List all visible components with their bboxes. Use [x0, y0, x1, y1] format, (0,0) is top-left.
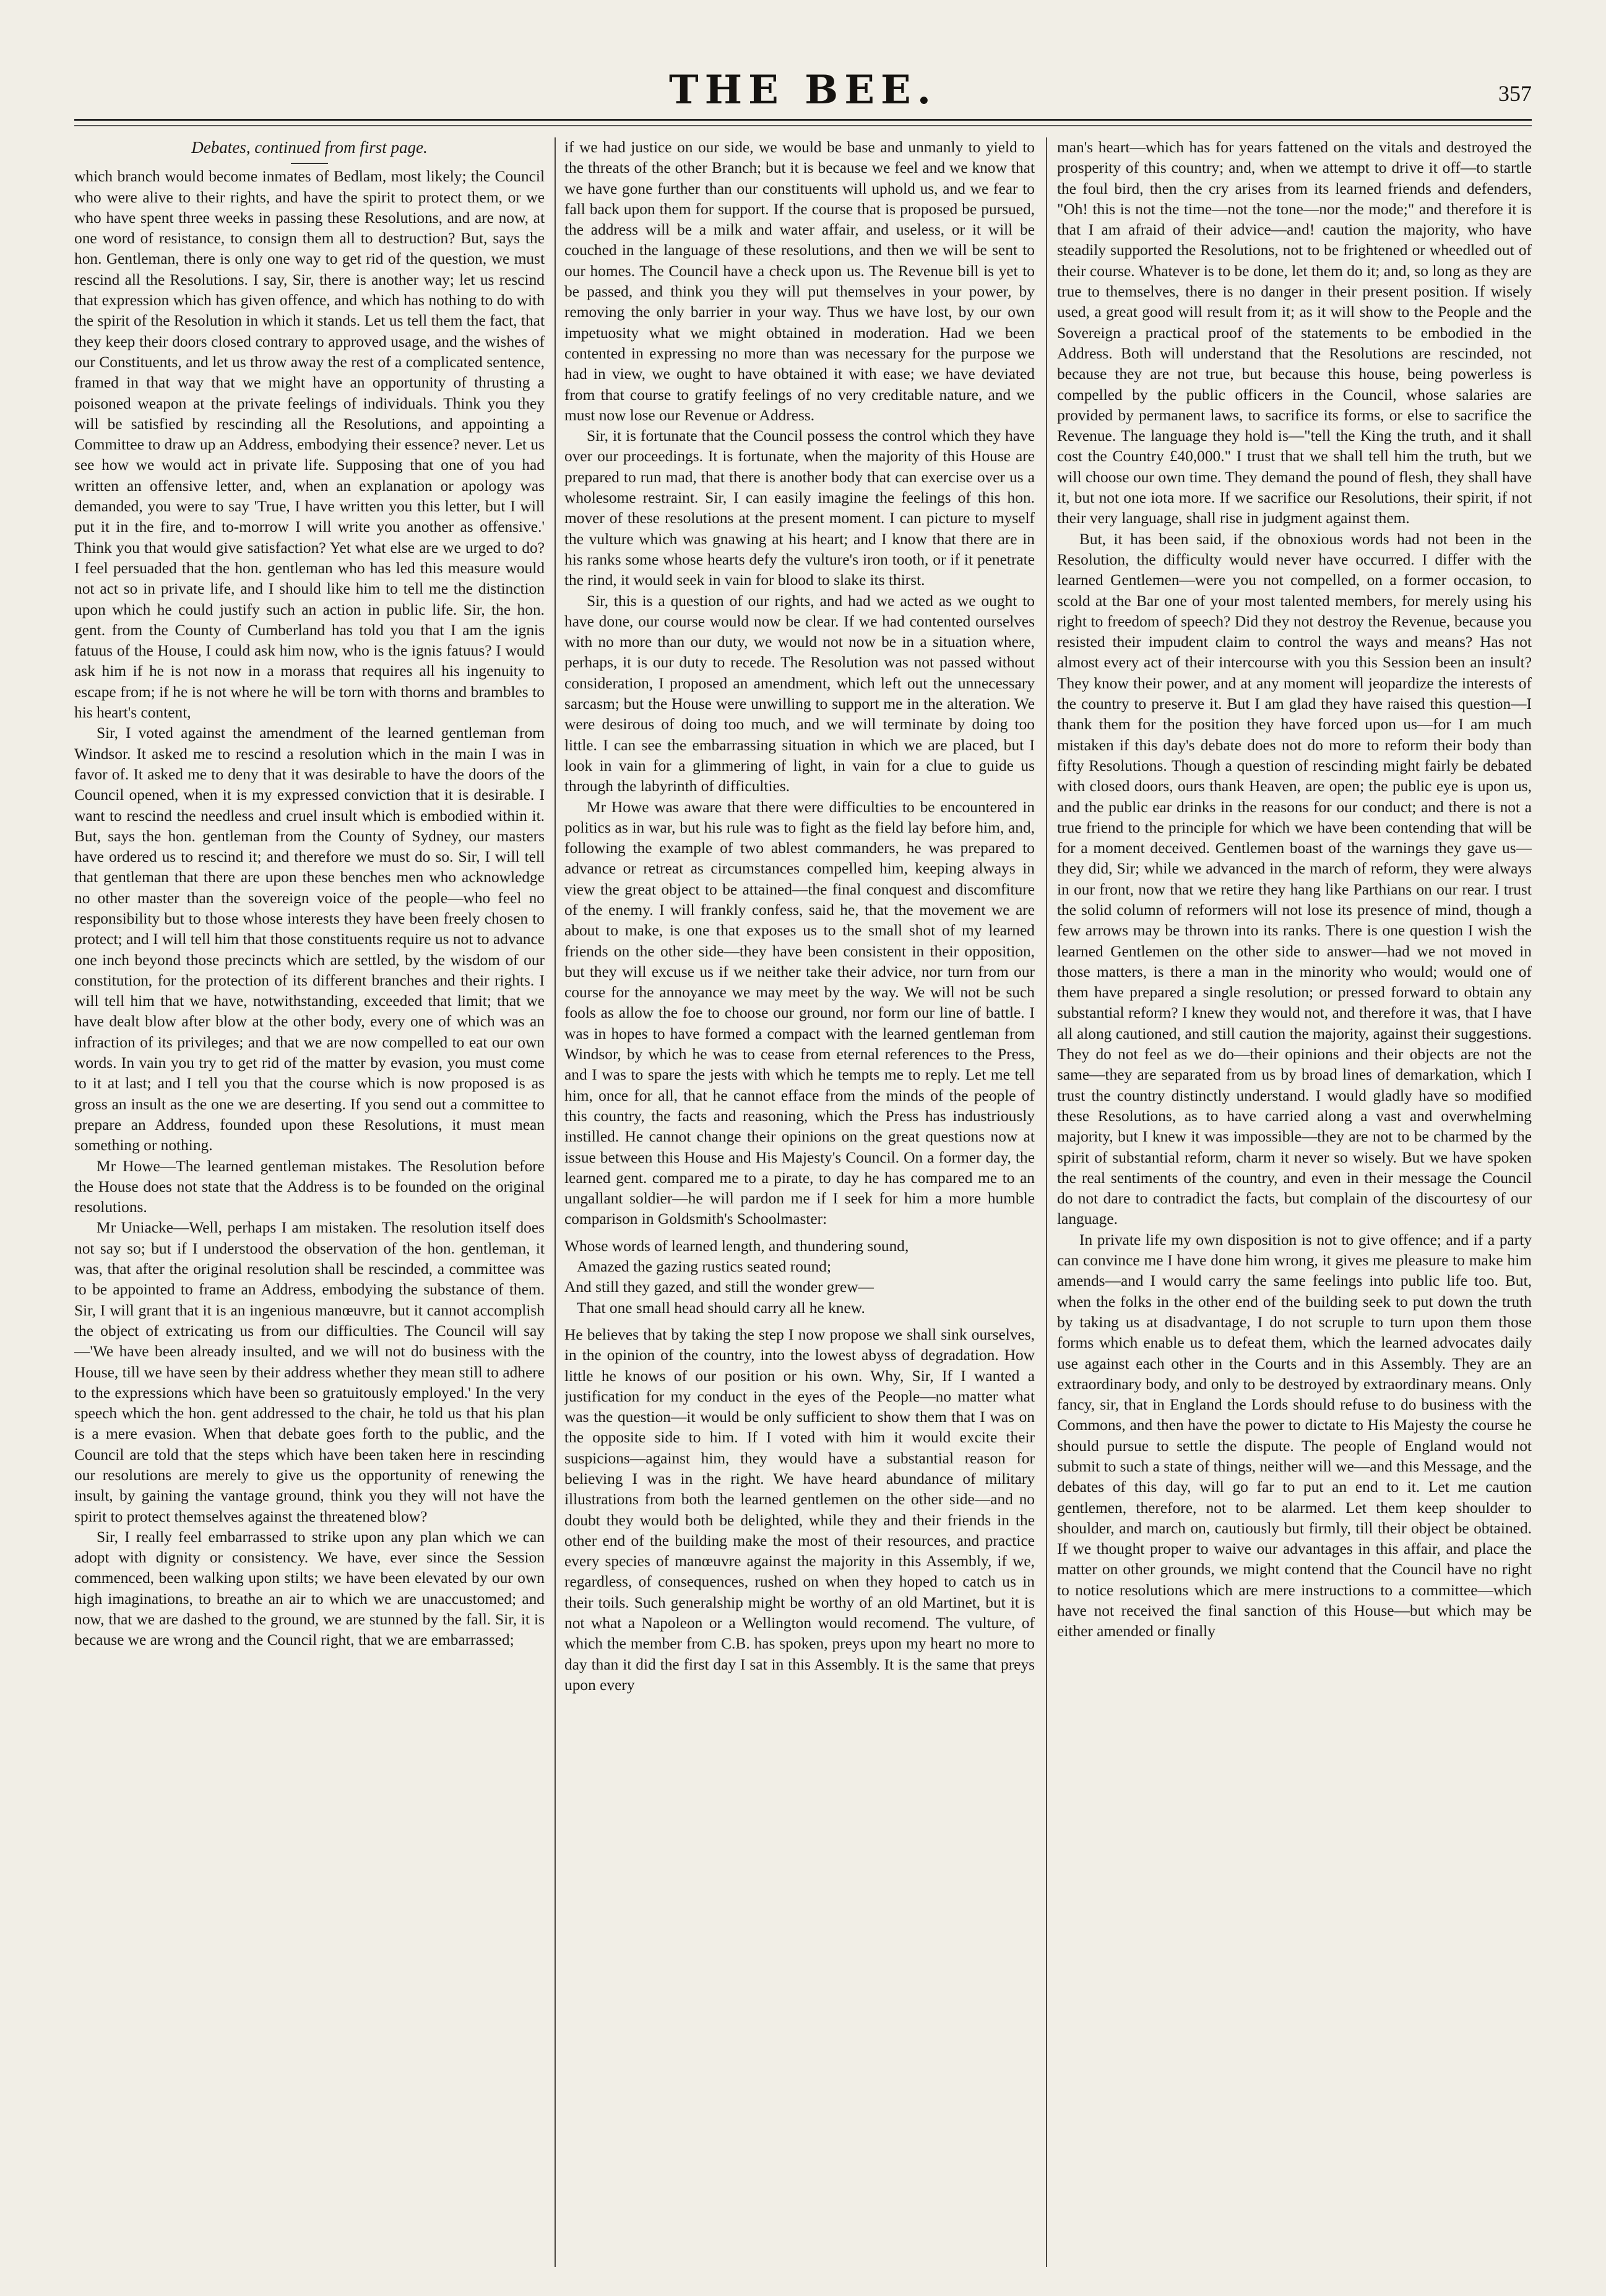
- column-1: [74, 137, 545, 2267]
- verse-line: That one small head should carry all he knew.: [577, 1299, 865, 1317]
- masthead-rule-thin: [74, 125, 1532, 126]
- paragraph: which branch would become inmates of Bedlam, most likely; the Council who were alive to their rights, and have the spirit to protect them, or we who have spent three weeks in passing these Resolutions, and are now, at one word of resistance, to consign them all to destruction? But, says the hon. Gentleman, there is only one way to get rid of the question, we must rescind all the Resolutions. I say, Sir, there is another way; let us rescind that expression which has given offence, and which has nothing to do with the spirit of the Resolution in which it stands. Let us tell them the fact, that they keep their doors closed contrary to approved usage, and the wishes of our Constituents, and let us throw away the rest of a complicated sentence, framed in that way that we might have an opportunity of thrusting a poisoned weapon at the private feelings of individuals. Think you they will be satisfied by rescinding all the Resolutions, and appointing a Committee to draw up an Address, embodying their essence? never. Let us see how we would act in private life. Supposing that one of you had written an offensive letter, and, when an explanation or apology was demanded, you were to say 'True, I have written you this letter, but I will put it in the fire, and to-morrow I will write you another as offensive.' Think you that would give satisfaction? Yet what else are we urged to do? I feel persuaded that the hon. gentleman who has led this measure would not act so in private life, and I should like him to tell me the distinction upon which he could justify such an action in public life. Sir, the hon. gent. from the County of Cumberland has told you that I am the ignis fatuus of the House, I could ask him now, who is the ignis fatuus? I would ask him if he is not now in a morass that requires all his ingenuity to escape from; if he is not where he will be torn with thorns and brambles to his heart's content,: [74, 168, 545, 722]
- masthead: [74, 62, 1532, 118]
- paragraph: Mr Howe was aware that there were difficulties to be encountered in politics as in war, but his rule was to fight as the field lay before him, and, following the example of two ablest commanders, he was prepared to advance or retreat as circumstances compelled him, keeping always in view the great object to be attained—the final conquest and discomfiture of the enemy. I will frankly confess, said he, that the movement we are about to make, is one that exposes us to the small shot of my learned friends on the other side—they have been consistent in their opposition, but they will excuse us if we neither take their advice, nor turn from our course for the annoyance we may meet by the way. We will not be such fools as allow the foe to choose our ground, nor form our line of battle. I was in hopes to have formed a compact with the learned gentleman from Windsor, by which he was to cease from eternal references to the Press, and I was to spare the jests with which he tempts me to reply. Let me tell him, once for all, that he cannot efface from the minds of the people of this country, the facts and reasoning, which the Press has industriously instilled. He cannot change their opinions on the great questions now at issue between this House and His Majesty's Council. On a former day, the learned gent. compared me to a pirate, to day he has compared me to an ungallant soldier—he will pardon me if I seek for him a more humble comparison in Goldsmith's Schoolmaster:: [564, 798, 1035, 1228]
- paragraph: In private life my own disposition is not to give offence; and if a party can convince me I have done him wrong, it gives me pleasure to make him amends—and I would carry the same feelings into public life too. But, when the folks in the other end of the building seek to put down the truth by taking us at disadvantage, I do not scruple to turn upon them those forms which enable us to defeat them, which the learned advocates daily use against each other in the Courts and in this Assembly. They are an extraordinary body, and only to be destroyed by extraordinary means. Only fancy, sir, that in England the Lords should refuse to do business with the Commons, and then have the power to dictate to His Majesty the course he should pursue to settle the dispute. The people of England would not submit to such a state of things, neither will we—and this Message, and the debates of this day, will go far to put an end to it. Let me caution gentlemen, therefore, not to be alarmed. Let them keep shoulder to shoulder, and march on, cautiously but firmly, till their object be obtained. If we thought proper to waive our advantages in this affair, and place the matter on other grounds, we might contend that the Council have no right to notice resolutions which are mere instructions to a committee—which have not received the final sanction of this House—but which may be either amended or finally: [1057, 1231, 1532, 1640]
- page-number: 357: [1498, 81, 1532, 106]
- column-divider: [1046, 137, 1047, 2267]
- masthead-rule: [74, 119, 1532, 121]
- paragraph: Mr Uniacke—Well, perhaps I am mistaken. The resolution itself does not say so; but if I understood the observation of the hon. gentleman, it was, that after the original resolution shall be rescinded, a committee was to be appointed to frame an Address, embodying the substance of them. Sir, I will grant that it is an ingenious manœuvre, but it cannot accomplish the object of extricating us from our difficulties. The Council will say—'We have been already insulted, and we will not do business with the House, till we have seen by their address whether they mean still to adhere to the expressions which have been so gratuitously employed.' In the very speech which the hon. gent addressed to the chair, he told us that his plan is a mere evasion. When that debate goes forth to the public, and the Council are told that the steps which have been taken here in rescinding our resolutions are merely to give us the opportunity of renewing the insult, by gaining the vantage ground, think you they will not have the spirit to protect themselves against the threatened blow?: [74, 1219, 545, 1525]
- column-3: [1057, 137, 1532, 2267]
- heading-rule: [291, 163, 328, 164]
- paragraph: But, it has been said, if the obnoxious words had not been in the Resolution, the difficulty would never have occurred. I differ with the learned Gentlemen—were you not compelled, on a former occasion, to scold at the Bar one of your most talented members, for merely using his right to freedom of speech? Did they not destroy the Revenue, because you resisted their impudent claim to control the ways and means? Has not almost every act of their intercourse with you this Session been an insult? They know their power, and at any moment will jeopardize the interests of the country to preserve it. But I am glad they have raised this question—I thank them for the position they have forced upon us—for I am much mistaken if this day's debate does not do more to reform their body than fifty Resolutions. Though a question of rescinding might fairly be debated with closed doors, ours thank Heaven, are open; the public eye is upon us, and the public ear drinks in the reasons for our conduct; and there is not a true friend to the principle for which we have been contending that will be for a moment deceived. Gentlemen boast of the warnings they gave us—they did, Sir; while we advanced in the march of reform, they were always in our front, now that we retire they hang like Parthians on our rear. I trust the solid column of reformers will not lose its presence of mind, though a few arrows may be thrown into its ranks. There is one question I wish the learned Gentlemen on the other side to answer—had we not moved in those matters, is there a man in the minority who would; would one of them have prepared a single resolution; or pressed forward to obtain any substantial reform? I knew they would not, and therefore it was, that I have all along cautioned, and still caution the majority, against their suggestions. They do not feel as we do—their opinions and their objects are not the same—they are separated from us by broad lines of demarkation, which I trust the country distinctly understand. I would gladly have so modified these Resolutions, as to have carried along a vast and overwhelming majority, but I knew it was impossible—they are not to be charmed by the spirit of substantial reform, charm it never so wisely. But we have spoken the real sentiments of the country, and even in their message the Council do not dare to contradict the facts, but complain of the discourtesy of our language.: [1057, 530, 1532, 1228]
- paragraph: He believes that by taking the step I now propose we shall sink ourselves, in the opinion of the country, into the lowest abyss of degradation. How little he knows of our position or his own. Why, Sir, If I wanted a justification for my conduct in the eyes of the People—no matter what was the question—it would be only sufficient to show them that I was on the opposite side to him. If I voted with him it would excite their suspicions—against him, they would have a substantial reason for believing I was in the right. We have heard abundance of military illustrations from both the learned gentlemen on the other side—and no doubt they would both be delighted, while they and their friends in the other end of the building make the most of their resources, and practice every species of manœuvre against the majority in this Assembly, if we, regardless, of consequences, rushed on when they hoped to catch us in their toils. Such generalship might be worthy of an old Martinet, but it is not what a Napoleon or a Wellington would recomend. The vulture, of which the member from C.B. has spoken, preys upon my heart no more to day than it did the first day I sat in this Assembly. It is the same that preys upon every: [564, 1325, 1035, 1694]
- section-heading: Debates, continued from first page.: [191, 138, 428, 157]
- verse-line: Whose words of learned length, and thundering sound,: [564, 1237, 909, 1255]
- paragraph: Sir, it is fortunate that the Council possess the control which they have over our proceedings. It is fortunate, when the majority of this House are prepared to run mad, that there is another body that can exercise over us a wholesome restraint. Sir, I can easily imagine the feelings of this hon. mover of these resolutions at the present moment. I can picture to myself the vulture which was gnawing at his heart; and I know that there are in his ranks some whose hearts defy the vulture's iron tooth, or if it penetrate the rind, it would seek in vain for blood to slake its thirst.: [564, 427, 1035, 589]
- paragraph: Sir, I voted against the amendment of the learned gentleman from Windsor. It asked me to rescind a resolution which in the main I was in favor of. It asked me to deny that it was desirable to have the doors of the Council opened, when it is my expressed conviction that it is desirable. I want to rescind the needless and cruel insult which is embodied within it. But, says the hon. gentleman from the County of Sydney, our masters have ordered us to rescind it; and therefore we must do so. Sir, I will tell that gentleman that there are upon these benches men who acknowledge no other master than the sovereign voice of the people—who feel no responsibility but to those whose interests they have been freely chosen to protect; and I will tell him that those constituents require us not to advance one inch beyond those precincts which are settled, by the wisdom of our constitution, for the protection of its different branches and their rights. I will tell him that we have, notwithstanding, exceeded that limit; that we have dealt blow after blow at the other body, every one of which was an infraction of its privileges; and that we are now compelled to eat our own words. In vain you try to get rid of the matter by evasion, you must come to it at last; and I tell you that the course which is now proposed is as gross an insult as the one we are deserting. If you send out a committee to prepare an Address, founded upon these Resolutions, it must mean something or nothing.: [74, 724, 545, 1154]
- paragraph: Mr Howe—The learned gentleman mistakes. The Resolution before the House does not state that the Address is to be founded on the original resolutions.: [74, 1157, 545, 1216]
- masthead-title: THE BEE.: [668, 67, 938, 113]
- paragraph: man's heart—which has for years fattened on the vitals and destroyed the prosperity of this country; and, when we attempt to drive it off—to startle the foul bird, then the cry arises from its learned friends and defenders, "Oh! this is not the time—not the tone—nor the mode;" and therefore it is that I am afraid of their advice—and! caution the majority, who have steadily supported the Resolutions, not to be frightened or wheedled out of their course. Whatever is to be done, let them do it; and, so long as they are true to themselves, there is no danger in their present position. If wisely used, a great good will result from it; as it will show to the People and the Sovereign a practical proof of the statements to be embodied in the Address. Both will understand that the Resolutions are rescinded, not because they are not true, but because this house, being powerless is compelled by the public officers in the Council, whose salaries are provided by permanent laws, to sacrifice its forms, or else to sacrifice the Revenue. The language they hold is—"tell the King the truth, and it shall cost the Country £40,000." I trust that we shall tell him the truth, but we will choose our own time. They demand the pound of flesh, they shall have it, but not one iota more. If we sacrifice our Resolutions, their spirit, if not their very language, shall rise in judgment against them.: [1057, 139, 1532, 527]
- paragraph: Sir, I really feel embarrassed to strike upon any plan which we can adopt with dignity or consistency. We have, ever since the Session commenced, been walking upon stilts; we have been elevated by our own high imaginations, to breathe an air to which we are unaccustomed; and now, that we are dashed to the ground, we are stunned by the fall. Sir, it is because we are wrong and the Council right, that we are embarrassed;: [74, 1528, 545, 1649]
- paragraph: if we had justice on our side, we would be base and unmanly to yield to the threats of the other Branch; but it is because we feel and we know that we have gone further than our constituents will uphold us, and we fear to fall back upon them for support. If the course that is proposed be pursued, the address will be a milk and water affair, and useless, or it will be couched in the language of these resolutions, and then we will be sent to our homes. The Council have a check upon us. The Revenue bill is yet to be passed, and think you they will put themselves in your power, by removing the only barrier in your way. Thus we have lost, by our own impetuosity what we might obtained in moderation. Had we been contented in expressing no more than was necessary for the purpose we had in view, we ought to have obtained it with ease; we have deviated from that course to gratify feelings of no very creditable nature, and we must now lose our Revenue or Address.: [564, 139, 1035, 424]
- verse-quotation: [564, 1236, 1035, 1319]
- paragraph: Sir, this is a question of our rights, and had we acted as we ought to have done, our course would now be clear. If we had contented ourselves with no more than our duty, we would not now be in a situation where, perhaps, it is our duty to recede. The Resolution was not passed without consideration, I proposed an amendment, which left out the unnecessary sarcasm; but the House were unwilling to support me in the alteration. We were desirous of doing too much, and we will terminate by doing too little. I can see the embarrassing situation in which we are placed, but I look in vain for a glimmering of light, in vain for a clue to guide us through the labyrinth of difficulties.: [564, 592, 1035, 795]
- verse-line: And still they gazed, and still the wonder grew—: [564, 1278, 874, 1296]
- column-2: [564, 137, 1035, 2267]
- verse-line: Amazed the gazing rustics seated round;: [577, 1258, 832, 1276]
- article-columns: [74, 137, 1532, 2273]
- column-divider: [555, 137, 556, 2267]
